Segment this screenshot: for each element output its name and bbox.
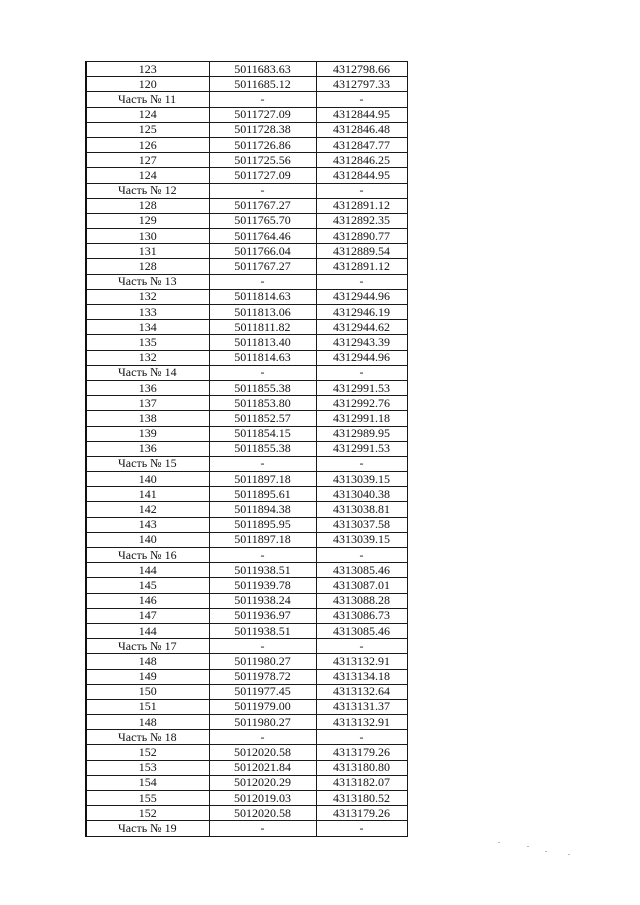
table-row [86, 745, 407, 760]
table-row [86, 472, 407, 487]
x-coordinate: - [209, 274, 316, 289]
section-row [86, 365, 407, 380]
x-coordinate: 5011727.09 [209, 168, 316, 183]
section-row [86, 821, 407, 836]
point-number: 120 [86, 77, 209, 92]
table-row [86, 441, 407, 456]
y-coordinate: 4312889.54 [316, 244, 407, 259]
y-coordinate: 4313182.07 [316, 775, 407, 790]
x-coordinate: - [209, 456, 316, 471]
y-coordinate: 4313037.58 [316, 517, 407, 532]
y-coordinate: - [316, 92, 407, 107]
point-number: 139 [86, 426, 209, 441]
point-number: 146 [86, 593, 209, 608]
section-label: Часть № 19 [86, 821, 209, 836]
x-coordinate: 5011977.45 [209, 684, 316, 699]
point-number: 138 [86, 411, 209, 426]
point-number: 136 [86, 380, 209, 395]
y-coordinate: 4312944.96 [316, 289, 407, 304]
x-coordinate: - [209, 730, 316, 745]
point-number: 126 [86, 137, 209, 152]
x-coordinate: 5011854.15 [209, 426, 316, 441]
y-coordinate: 4312991.18 [316, 411, 407, 426]
table-row [86, 320, 407, 335]
point-number: 132 [86, 289, 209, 304]
x-coordinate: 5011813.06 [209, 305, 316, 320]
x-coordinate: 5011980.27 [209, 654, 316, 669]
point-number: 125 [86, 122, 209, 137]
table-row [86, 350, 407, 365]
point-number: 127 [86, 153, 209, 168]
y-coordinate: 4312797.33 [316, 77, 407, 92]
x-coordinate: 5011894.38 [209, 502, 316, 517]
point-number: 143 [86, 517, 209, 532]
x-coordinate: 5011814.63 [209, 289, 316, 304]
table-row [86, 623, 407, 638]
y-coordinate: 4313040.38 [316, 487, 407, 502]
y-coordinate: - [316, 821, 407, 836]
x-coordinate: 5011765.70 [209, 213, 316, 228]
point-number: 144 [86, 563, 209, 578]
section-label: Часть № 18 [86, 730, 209, 745]
x-coordinate: 5011938.51 [209, 563, 316, 578]
table-row [86, 396, 407, 411]
y-coordinate: 4312991.53 [316, 380, 407, 395]
table-row [86, 502, 407, 517]
x-coordinate: 5011811.82 [209, 320, 316, 335]
point-number: 131 [86, 244, 209, 259]
y-coordinate: 4313132.91 [316, 715, 407, 730]
x-coordinate: - [209, 92, 316, 107]
section-row [86, 456, 407, 471]
table-row [86, 699, 407, 714]
point-number: 124 [86, 168, 209, 183]
y-coordinate: - [316, 639, 407, 654]
point-number: 137 [86, 396, 209, 411]
y-coordinate: 4312892.35 [316, 213, 407, 228]
table-row [86, 153, 407, 168]
table-row [86, 122, 407, 137]
table-row [86, 532, 407, 547]
y-coordinate: 4312891.12 [316, 198, 407, 213]
section-row [86, 92, 407, 107]
y-coordinate: - [316, 183, 407, 198]
y-coordinate: 4312844.95 [316, 107, 407, 122]
y-coordinate: 4312846.25 [316, 153, 407, 168]
section-label: Часть № 16 [86, 548, 209, 563]
table-row [86, 229, 407, 244]
point-number: 153 [86, 760, 209, 775]
x-coordinate: 5011853.80 [209, 396, 316, 411]
table-row [86, 806, 407, 821]
x-coordinate: 5011725.56 [209, 153, 316, 168]
section-label: Часть № 13 [86, 274, 209, 289]
point-number: 129 [86, 213, 209, 228]
coordinates-table-body [86, 62, 407, 837]
table-row [86, 578, 407, 593]
table-row [86, 107, 407, 122]
section-label: Часть № 11 [86, 92, 209, 107]
x-coordinate: 5011726.86 [209, 137, 316, 152]
point-number: 144 [86, 623, 209, 638]
point-number: 150 [86, 684, 209, 699]
x-coordinate: 5011978.72 [209, 669, 316, 684]
point-number: 152 [86, 745, 209, 760]
section-label: Часть № 14 [86, 365, 209, 380]
y-coordinate: 4312890.77 [316, 229, 407, 244]
x-coordinate: 5011727.09 [209, 107, 316, 122]
x-coordinate: 5011895.95 [209, 517, 316, 532]
x-coordinate: 5011764.46 [209, 229, 316, 244]
y-coordinate: - [316, 365, 407, 380]
table-row [86, 487, 407, 502]
table-row [86, 684, 407, 699]
table-row [86, 760, 407, 775]
point-number: 132 [86, 350, 209, 365]
point-number: 151 [86, 699, 209, 714]
coordinates-table [85, 61, 408, 837]
x-coordinate: 5011855.38 [209, 380, 316, 395]
point-number: 155 [86, 791, 209, 806]
y-coordinate: 4313132.91 [316, 654, 407, 669]
y-coordinate: 4312944.96 [316, 350, 407, 365]
table-row [86, 259, 407, 274]
y-coordinate: 4312944.62 [316, 320, 407, 335]
y-coordinate: 4312844.95 [316, 168, 407, 183]
table-row [86, 77, 407, 92]
x-coordinate: 5011897.18 [209, 472, 316, 487]
table-row [86, 137, 407, 152]
section-row [86, 639, 407, 654]
point-number: 154 [86, 775, 209, 790]
section-row [86, 548, 407, 563]
y-coordinate: 4313179.26 [316, 806, 407, 821]
y-coordinate: - [316, 730, 407, 745]
y-coordinate: 4312989.95 [316, 426, 407, 441]
x-coordinate: 5011895.61 [209, 487, 316, 502]
point-number: 135 [86, 335, 209, 350]
x-coordinate: - [209, 821, 316, 836]
table-row [86, 775, 407, 790]
point-number: 142 [86, 502, 209, 517]
table-row [86, 335, 407, 350]
section-label: Часть № 17 [86, 639, 209, 654]
point-number: 149 [86, 669, 209, 684]
table-row [86, 517, 407, 532]
table-row [86, 213, 407, 228]
table-row [86, 791, 407, 806]
point-number: 152 [86, 806, 209, 821]
y-coordinate: 4312943.39 [316, 335, 407, 350]
point-number: 141 [86, 487, 209, 502]
section-label: Часть № 12 [86, 183, 209, 198]
y-coordinate: 4313131.37 [316, 699, 407, 714]
x-coordinate: 5011938.51 [209, 623, 316, 638]
point-number: 147 [86, 608, 209, 623]
y-coordinate: 4313039.15 [316, 532, 407, 547]
x-coordinate: 5012019.03 [209, 791, 316, 806]
x-coordinate: 5011728.38 [209, 122, 316, 137]
x-coordinate: 5011767.27 [209, 198, 316, 213]
y-coordinate: 4313087.01 [316, 578, 407, 593]
y-coordinate: 4313179.26 [316, 745, 407, 760]
point-number: 128 [86, 198, 209, 213]
point-number: 148 [86, 715, 209, 730]
table-row [86, 305, 407, 320]
y-coordinate: 4313088.28 [316, 593, 407, 608]
y-coordinate: 4313180.80 [316, 760, 407, 775]
point-number: 140 [86, 532, 209, 547]
point-number: 123 [86, 62, 209, 77]
y-coordinate: 4312891.12 [316, 259, 407, 274]
x-coordinate: 5011766.04 [209, 244, 316, 259]
x-coordinate: 5011980.27 [209, 715, 316, 730]
y-coordinate: 4313039.15 [316, 472, 407, 487]
point-number: 124 [86, 107, 209, 122]
point-number: 140 [86, 472, 209, 487]
table-row [86, 426, 407, 441]
x-coordinate: 5012020.29 [209, 775, 316, 790]
table-row [86, 198, 407, 213]
point-number: 134 [86, 320, 209, 335]
section-row [86, 274, 407, 289]
point-number: 133 [86, 305, 209, 320]
y-coordinate: 4313086.73 [316, 608, 407, 623]
table-row [86, 654, 407, 669]
x-coordinate: 5011852.57 [209, 411, 316, 426]
table-row [86, 608, 407, 623]
x-coordinate: 5011855.38 [209, 441, 316, 456]
y-coordinate: - [316, 456, 407, 471]
table-row [86, 168, 407, 183]
x-coordinate: 5011936.97 [209, 608, 316, 623]
table-row [86, 380, 407, 395]
x-coordinate: 5012020.58 [209, 806, 316, 821]
table-row [86, 289, 407, 304]
x-coordinate: 5011683.63 [209, 62, 316, 77]
table-row [86, 244, 407, 259]
table-row [86, 715, 407, 730]
x-coordinate: 5011813.40 [209, 335, 316, 350]
x-coordinate: - [209, 548, 316, 563]
y-coordinate: 4312847.77 [316, 137, 407, 152]
x-coordinate: - [209, 365, 316, 380]
y-coordinate: 4313134.18 [316, 669, 407, 684]
y-coordinate: 4313038.81 [316, 502, 407, 517]
table-row [86, 593, 407, 608]
y-coordinate: - [316, 274, 407, 289]
point-number: 148 [86, 654, 209, 669]
y-coordinate: 4313180.52 [316, 791, 407, 806]
y-coordinate: 4312846.48 [316, 122, 407, 137]
table-row [86, 669, 407, 684]
y-coordinate: 4313085.46 [316, 563, 407, 578]
y-coordinate: 4313085.46 [316, 623, 407, 638]
section-label: Часть № 15 [86, 456, 209, 471]
y-coordinate: 4312992.76 [316, 396, 407, 411]
x-coordinate: 5012020.58 [209, 745, 316, 760]
point-number: 130 [86, 229, 209, 244]
table-row [86, 411, 407, 426]
y-coordinate: 4312946.19 [316, 305, 407, 320]
x-coordinate: 5012021.84 [209, 760, 316, 775]
point-number: 145 [86, 578, 209, 593]
table-row [86, 563, 407, 578]
y-coordinate: 4312991.53 [316, 441, 407, 456]
x-coordinate: - [209, 639, 316, 654]
y-coordinate: 4312798.66 [316, 62, 407, 77]
y-coordinate: 4313132.64 [316, 684, 407, 699]
point-number: 128 [86, 259, 209, 274]
x-coordinate: 5011897.18 [209, 532, 316, 547]
x-coordinate: - [209, 183, 316, 198]
x-coordinate: 5011938.24 [209, 593, 316, 608]
section-row [86, 183, 407, 198]
x-coordinate: 5011939.78 [209, 578, 316, 593]
point-number: 136 [86, 441, 209, 456]
x-coordinate: 5011979.00 [209, 699, 316, 714]
y-coordinate: - [316, 548, 407, 563]
x-coordinate: 5011767.27 [209, 259, 316, 274]
section-row [86, 730, 407, 745]
table-row [86, 62, 407, 77]
x-coordinate: 5011814.63 [209, 350, 316, 365]
x-coordinate: 5011685.12 [209, 77, 316, 92]
